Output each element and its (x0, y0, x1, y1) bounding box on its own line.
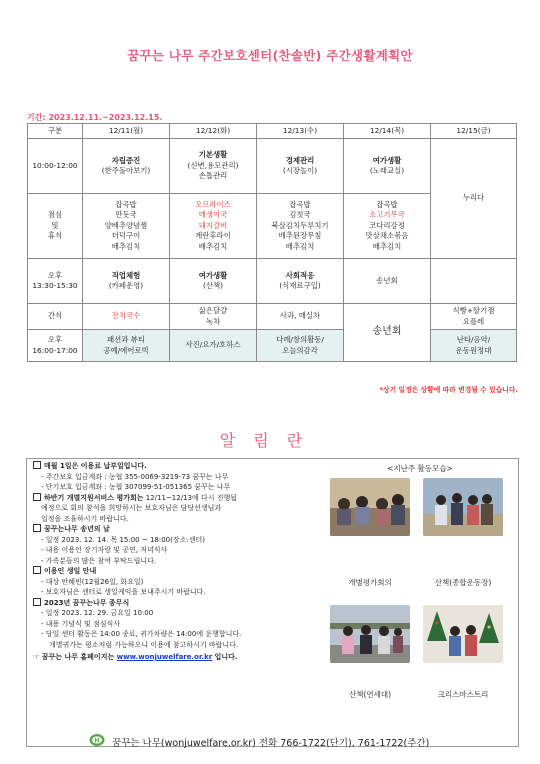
photo-caption: 산책(연세대) (348, 690, 392, 699)
menu-item: 잡곡밥 (289, 199, 311, 209)
checkbox-icon (33, 493, 41, 501)
notice-line: 일정을 조율하시기 바랍니다. (41, 514, 129, 523)
notice-line: - 보호자님은 센터로 생일케익을 보내주시기 바랍니다. (41, 588, 206, 596)
time-line: 휴식 (47, 231, 63, 241)
menu-item: 배추김치 (111, 241, 141, 251)
checkbox-icon (33, 524, 41, 532)
header-cell: 12/11(월) (83, 124, 170, 139)
activity-photo (423, 478, 503, 536)
menu-item: 잡곡밥 (115, 199, 137, 209)
time-line: 13:30-15:30 (32, 281, 78, 290)
tree-logo-icon (89, 732, 105, 748)
snack-item: 삶은달걀 (198, 306, 228, 315)
program-name: 기본생활 (198, 150, 228, 160)
menu-item: 배추된장무침 (278, 231, 322, 241)
mon-snack: 잔치국수 (83, 304, 170, 330)
program-detail: (노래교실) (369, 166, 405, 175)
checkbox-icon (33, 461, 41, 469)
notice-line: - 일정 2023. 12. 14. 목 15:00 ~ 18:00(장소:센터) (41, 535, 205, 544)
time-cell (28, 259, 83, 304)
menu-item: 맛살채소볶음 (365, 231, 409, 241)
menu-item: 더덕구이 (111, 231, 141, 241)
wed-cell (257, 330, 344, 362)
activity-photo (330, 478, 410, 536)
header-cell: 12/14(목) (344, 124, 431, 139)
menu-item: 돼지갈비 (198, 220, 228, 230)
menu-item: 매생이국 (198, 210, 228, 220)
menu-item: 배추김치 (198, 241, 228, 251)
thu-menu (344, 194, 431, 259)
time-line: 오후 (47, 270, 63, 280)
menu-item: 김칫국 (289, 210, 311, 220)
time-cell: 간식 (28, 304, 83, 330)
time-line: 및 (51, 220, 59, 230)
program-line: 오늘의감각 (282, 345, 318, 355)
program-detail: (시장놀이) (282, 166, 318, 175)
time-cell: 10:00-12:00 (28, 139, 83, 194)
tue-cell (170, 259, 257, 304)
snack-item: 녹차 (205, 316, 221, 326)
notice-heading: 매월 1일은 이용료 납부일입니다. (33, 461, 333, 472)
menu-item: 배추김치 (285, 241, 315, 251)
wed-menu (257, 194, 344, 259)
page-title: 꿈꾸는 나무 주간보호센터(찬솔반) 주간생활계획안 (127, 48, 413, 63)
snack-item: 식빵+딸기잼 (452, 306, 495, 315)
notice-heading: 2023년 꿈꾸는나무 종무식 (33, 598, 333, 609)
table-row (28, 304, 517, 330)
fri-cell (431, 259, 517, 304)
header-cell: 12/15(금) (431, 124, 517, 139)
notice-line: - 가족분들의 많은 참여 부탁드립니다. (41, 556, 157, 565)
photos-header: <지난주 활동모습> (387, 464, 453, 473)
activity-photo (423, 605, 503, 663)
time-line: 16:00-17:00 (32, 345, 78, 355)
mon-cell (83, 330, 170, 362)
menu-item: 코다리강정 (369, 220, 405, 230)
program-detail: (신변,용모관리) (187, 160, 239, 170)
homepage-line: ☞ 꿈꾸는 나무 홈페이지는 www.wonjuwelfare.or.kr 입니다. (33, 653, 238, 661)
period: 기간: 2023.12.11.~2023.12.15. (27, 113, 163, 122)
thu-event: 송년회 (344, 304, 431, 362)
photo-caption: 산책(종합운동장) (434, 578, 492, 587)
menu-item: 북살김치두루치기 (271, 220, 329, 230)
tue-snack (170, 304, 257, 330)
snack-item: 요플레 (462, 316, 485, 326)
table-row (28, 139, 517, 194)
program-detail: (식재료구입) (279, 281, 321, 290)
notice-line: - 단기보호 입금계좌 : 농협 307099-51-051365 꿈꾸는 나무 (41, 483, 231, 491)
program-detail: (한주돌아보기) (101, 166, 151, 175)
notice-line: - 대상 안혜빈(12월26일, 화요일) (41, 577, 144, 586)
notice-line: - 내용 기념식 및 점심식사 (41, 619, 121, 628)
notice-title: 알림란 (219, 431, 321, 450)
notice-line: - 당일 센터 활동은 14:00 종료, 귀가차량은 14:00에 운행합니다. (41, 630, 242, 638)
notice-heading: 하반기 개별지원서비스 평가회는 12/11~12/13에 다시 진행됩 (33, 493, 333, 504)
tue-cell: 사진/요가/호하스 (170, 330, 257, 362)
program-line: 운동원정대 (455, 345, 492, 355)
fri-all-cell: 누리다 (431, 139, 517, 259)
menu-item: 오므라이스 (195, 199, 231, 209)
program-name: 여가생활 (198, 270, 228, 280)
wed-cell (257, 139, 344, 194)
thu-cell (344, 139, 431, 194)
program-line: 다례/창의활동/ (276, 335, 324, 344)
time-cell (28, 194, 83, 259)
menu-item: 계란후라이 (195, 231, 231, 241)
program-name: 사회적응 (285, 270, 315, 280)
checkbox-icon (33, 598, 41, 606)
notice-line: 예정으로 회의 참석을 희망하시는 보호자님은 담당선생님과 (41, 504, 222, 512)
schedule-note: *상기 일정은 상황에 따라 변경될 수 있습니다. (379, 386, 518, 394)
program-detail: 손톱관리 (198, 171, 228, 181)
table-row (28, 330, 517, 362)
tue-cell (170, 139, 257, 194)
program-detail: (카페운영) (108, 281, 144, 290)
mon-cell (83, 139, 170, 194)
time-line: 오후 (47, 335, 63, 344)
header-row (28, 124, 517, 139)
fri-cell (431, 330, 517, 362)
program-name: 경제관리 (285, 155, 315, 165)
notice-line: - 내용 이용인 장기자랑 및 공연, 저녁식사 (41, 546, 168, 554)
activity-photo (330, 605, 410, 663)
program-name: 직업체험 (111, 270, 141, 280)
svg-text:H: H (94, 737, 100, 745)
tue-menu (170, 194, 257, 259)
header-cell: 12/12(화) (170, 124, 257, 139)
fri-snack (431, 304, 517, 330)
program-line: 패션과 뷰티 (106, 335, 146, 344)
notice-line: - 주간보호 입금계좌 : 농협 355-0069-3219-73 꿈꾸는 나무 (41, 472, 229, 481)
notice-heading: 꿈꾸는나무 송년의 날 (33, 524, 333, 535)
notice-list (33, 461, 333, 663)
menu-item: 잡곡밥 (376, 199, 398, 209)
mon-cell (83, 259, 170, 304)
table-row (28, 259, 517, 304)
program-name: 여가생활 (372, 155, 402, 165)
thu-cell: 송년회 (344, 259, 431, 304)
menu-item: 만둣국 (115, 210, 137, 220)
mon-menu (83, 194, 170, 259)
notice-line: 개별귀가는 평소처럼 가능하오니 이용에 참고하시기 바랍니다. (49, 640, 239, 649)
photo-caption: 크리스마스트리 (437, 690, 489, 699)
header-cell: 구분 (28, 124, 83, 139)
checkbox-icon (33, 566, 41, 574)
header-cell: 12/13(수) (257, 124, 344, 139)
program-line: 공예/에어로빅 (103, 345, 149, 355)
photo-caption: 개별평가회의 (348, 578, 392, 587)
wed-snack: 사과, 매실차 (257, 304, 344, 330)
notice-line: - 일정 2023. 12. 29. 금요일 10:00 (41, 609, 154, 617)
time-cell (28, 330, 83, 362)
program-detail: (산책) (202, 281, 224, 290)
program-line: 난타/음악/ (456, 335, 491, 344)
footer-contact: 꿈꾸는 나무(wonjuwelfare.or.kr) 전화 766-1722(단기), 761-1722(주간) (112, 738, 430, 749)
wed-cell (257, 259, 344, 304)
schedule-table (27, 123, 517, 362)
menu-item: 양배추양념찜 (104, 220, 148, 230)
hand-icon: ☞ (33, 653, 40, 661)
menu-item: 소고기무국 (369, 210, 405, 220)
homepage-link[interactable]: www.wonjuwelfare.or.kr (116, 653, 213, 661)
time-line: 점심 (47, 210, 63, 220)
notice-heading: 이용인 생일 안내 (33, 566, 333, 577)
menu-item: 배추김치 (372, 241, 402, 251)
program-name: 자립증진 (111, 155, 141, 165)
